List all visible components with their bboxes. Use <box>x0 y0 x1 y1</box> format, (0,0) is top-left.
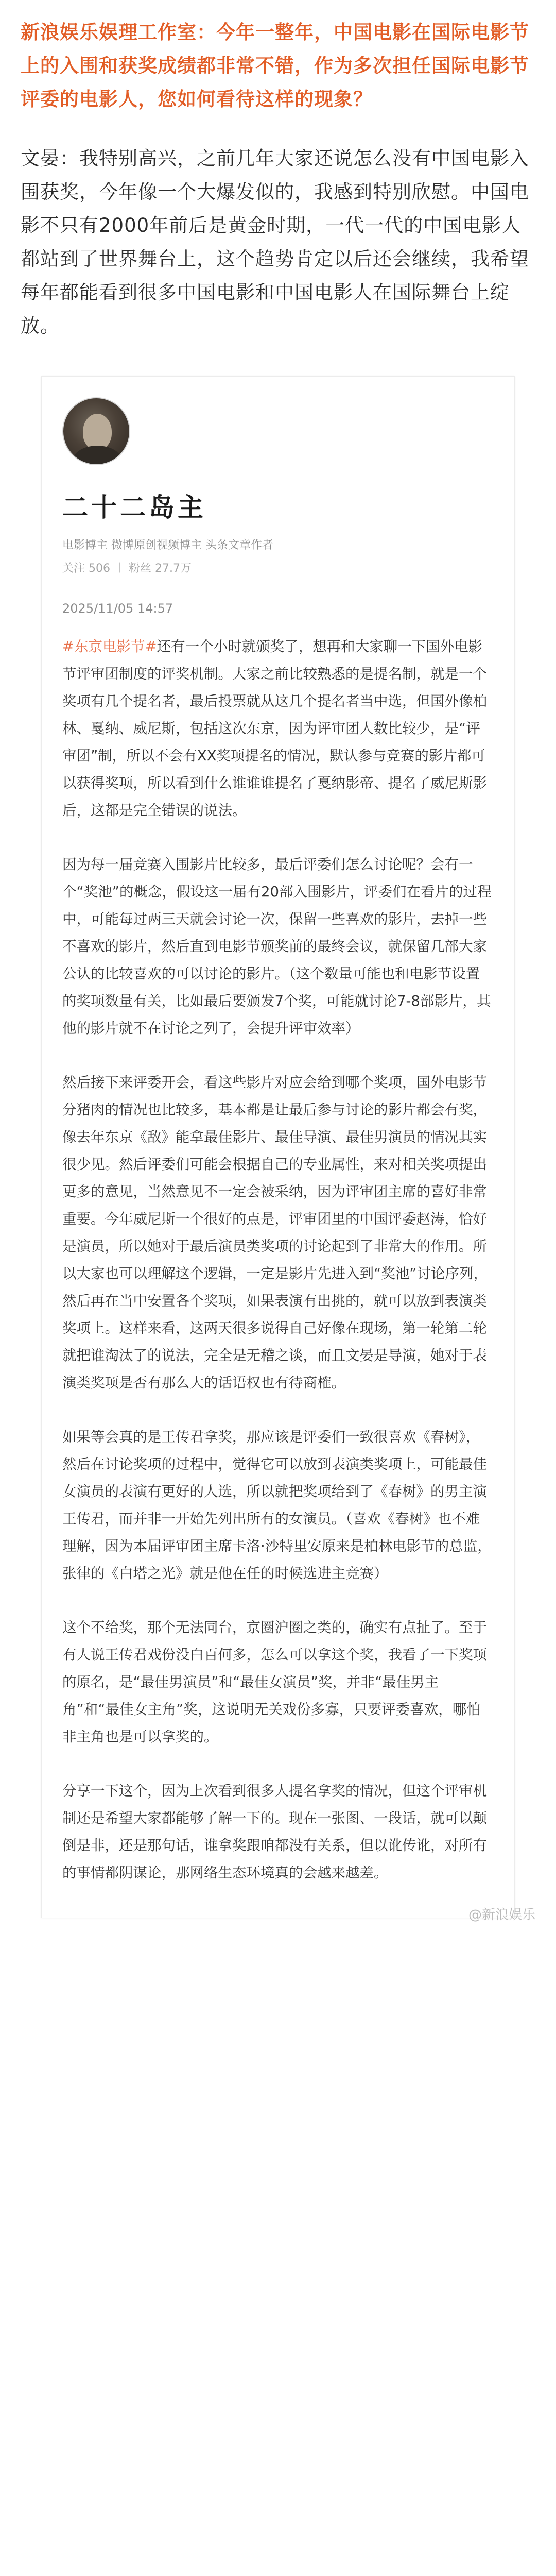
interview-question: 新浪娱乐娱理工作室：今年一整年，中国电影在国际电影节上的入围和获奖成绩都非常不错，作为多次担任国际电影节评委的电影人，您如何看待这样的现象？ <box>21 21 529 110</box>
avatar[interactable] <box>62 397 130 465</box>
post-paragraph-6: 分享一下这个，因为上次看到很多人提名拿奖的情况，但这个评审机制还是希望大家都能够了解一下的。现在一张图、一段话，就可以颠倒是非，还是那句话，谁拿奖跟咱都没有关系，但以讹传讹，对所有的事情都阴谋论，那网络生态环境真的会越来越差。 <box>62 1783 487 1881</box>
post-paragraph-3: 然后接下来评委开会，看这些影片对应会给到哪个奖项，国外电影节分猪肉的情况也比较多，基本都是让最后参与讨论的影片都会有奖，像去年东京《敌》能拿最佳影片、最佳导演、最佳男演员的情况其实很少见。然后评委们可能会根据自己的专业属性，来对相关奖项提出更多的意见，当然意见不一定会被采纳，因为评审团主席的喜好非常重要。今年威尼斯一个很好的点是，评审团里的中国评委赵涛，恰好是演员，所以她对于最后演员类奖项的讨论起到了非常大的作用。所以大家也可以理解这个逻辑，一定是影片先进入到“奖池”讨论序列，然后再在当中安置各个奖项，如果表演有出挑的，就可以放到表演类奖项上。这样来看，这两天很多说得自己好像在现场，第一轮第二轮就把谁淘汰了的说法，完全是无稽之谈，而且文晏是导演，她对于表演类奖项是否有那么大的话语权也有待商榷。 <box>62 1074 488 1391</box>
post-paragraph-2: 因为每一届竞赛入围影片比较多，最后评委们怎么讨论呢？会有一个“奖池”的概念，假设这一届有20部入围影片，评委们在看片的过程中，可能每过两三天就会讨论一次，保留一些喜欢的影片，去掉一些不喜欢的影片，然后直到电影节颁奖前的最终会议，就保留几部大家公认的比较喜欢的可以讨论的影片。（这个数量可能也和电影节设置的奖项数量有关，比如最后要颁发7个奖，可能就讨论7-8部影片，其他的影片就不在讨论之列了，会提升评审效率） <box>62 856 492 1037</box>
author-stats: 关注 506 丨 粉丝 27.7万 <box>62 562 192 575</box>
author-description: 电影博主 微博原创视频博主 头条文章作者 <box>62 539 273 552</box>
post-paragraph-1-text: 还有一个小时就颁奖了，想再和大家聊一下国外电影节评审团制度的评奖机制。大家之前比较熟悉的是提名制，就是一个奖项有几个提名者，最后投票就从这几个提名者当中选，但国外像柏林、戛纳、威尼斯，包括这次东京，因为评审团人数比较少，是“评审团”制，所以不会有XX奖项提名的情况，默认参与竞赛的影片都可以获得奖项，所以看到什么谁谁谁提名了戛纳影帝、提名了威尼斯影后，这都是完全错误的说法。 <box>62 638 487 819</box>
avatar-face <box>83 414 112 450</box>
author-name[interactable]: 二十二岛主 <box>62 493 206 522</box>
post-body <box>62 633 494 1887</box>
interview-answer: 文晏：我特别高兴，之前几年大家还说怎么没有中国电影入围获奖，今年像一个大爆发似的，我感到特别欣慰。中国电影不只有2000年前后是黄金时期，一代一代的中国电影人都站到了世界舞台上，这个趋势肯定以后还会继续，我希望每年都能看到很多中国电影和中国电影人在国际舞台上绽放。 <box>21 147 529 337</box>
post-paragraph-5: 这个不给奖，那个无法同台，京圈沪圈之类的，确实有点扯了。至于有人说王传君戏份没白百何多，怎么可以拿这个奖，我看了一下奖项的原名，是“最佳男演员”和“最佳女演员”奖，并非“最佳男主角”和“最佳女主角”奖，这说明无关戏份多寡，只要评委喜欢，哪怕非主角也是可以拿奖的。 <box>62 1619 487 1745</box>
post-timestamp: 2025/11/05 14:57 <box>62 601 173 616</box>
weibo-post-card <box>41 376 515 1918</box>
watermark: @新浪娱乐 <box>468 1907 535 1923</box>
post-paragraph-1 <box>62 633 494 824</box>
hashtag-link[interactable]: #东京电影节# <box>62 638 157 655</box>
post-paragraph-4: 如果等会真的是王传君拿奖，那应该是评委们一致很喜欢《春树》，然后在讨论奖项的过程中，觉得它可以放到表演类奖项上，可能最佳女演员的表演有更好的人选，所以就把奖项给到了《春树》的男主演王传君，而并非一开始先列出所有的女演员。（喜欢《春树》也不难理解，因为本届评审团主席卡洛·沙特里安原来是柏林电影节的总监，张律的《白塔之光》就是他在任的时候选进主竞赛） <box>62 1429 492 1582</box>
avatar-body <box>73 446 122 465</box>
